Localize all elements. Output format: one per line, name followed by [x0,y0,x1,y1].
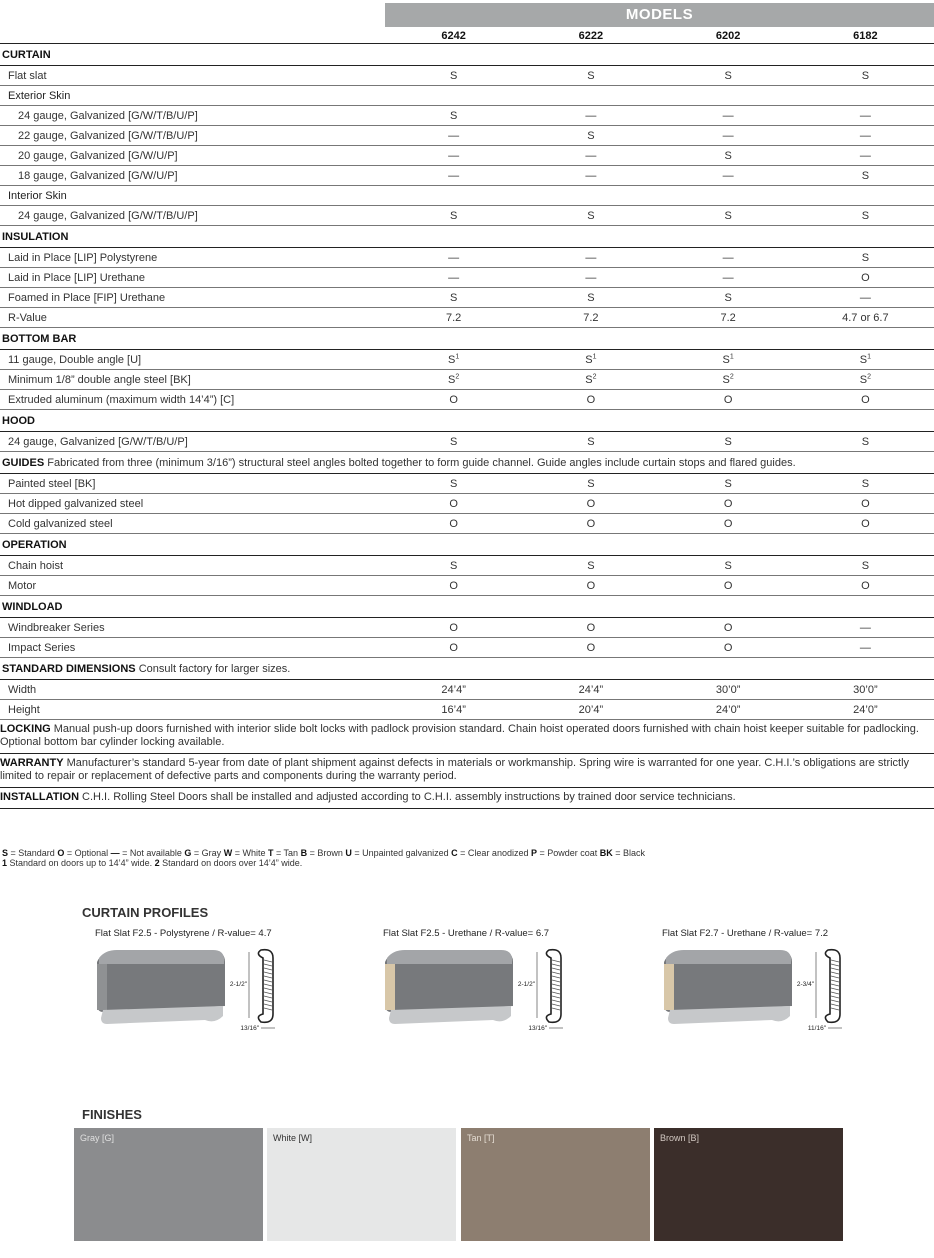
spec-value: 24’0” [853,703,878,716]
footnote-mark: 2 [592,372,597,380]
insulation-hatch [831,980,839,982]
insulation-hatch [552,960,560,962]
note-title: INSTALLATION [0,791,80,803]
spec-value: S [861,477,870,490]
section-description: Consult factory for larger sizes. [135,662,291,675]
insulation-hatch [831,984,839,986]
spec-label: Painted steel [BK] [8,477,96,490]
spec-value: S [449,109,458,122]
slat-core [664,964,674,1010]
spec-value: S [449,477,458,490]
spec-value: — [448,129,460,142]
model-number: 6182 [853,29,878,42]
spec-value: S [587,559,595,572]
section-heading [0,44,934,66]
legend-key: S [2,848,9,858]
spec-value: $S^1$ [448,352,460,366]
spec-value: $S^2$ [585,372,597,386]
model-number: 6222 [578,29,604,42]
legend-key: C [451,848,458,858]
section-heading [0,328,934,350]
spec-label: 18 gauge, Galvanized [G/W/U/P] [18,169,178,182]
spec-value: S [724,69,732,82]
spec-label: Interior Skin [8,189,67,202]
insulation-hatch [552,1004,560,1006]
spec-row [0,126,934,146]
spec-value: S [861,169,870,182]
insulation-hatch [831,968,839,970]
spec-label: Laid in Place [LIP] Polystyrene [8,251,158,264]
profile-height: 2-1/2" [229,981,247,988]
legend-key: U [345,848,352,858]
insulation-hatch [552,1000,560,1002]
insulation-hatch [831,992,839,994]
insulation-hatch [552,980,560,982]
insulation-hatch [552,968,560,970]
insulation-hatch [264,984,272,986]
legend-line [2,848,645,858]
spec-value: $S^1$ [585,352,597,366]
subsection-heading [0,186,934,206]
insulation-hatch [831,988,839,990]
spec-value: O [449,641,458,654]
spec-value: 20’4” [578,703,604,716]
profile-caption: Flat Slat F2.5 - Polystyrene / R-value= 4.7 [95,928,272,939]
section-heading [0,658,934,680]
spec-value: S [587,209,595,222]
spec-label: Minimum 1/8” double angle steel [BK] [8,373,191,386]
spec-value: S [449,69,458,82]
legend-meaning: = Not available [119,848,185,858]
section-title-text: GUIDES [2,456,45,469]
note-row [0,720,934,754]
note-row [0,788,934,809]
spec-label: Motor [8,579,37,592]
section-title-text: HOOD [2,414,35,427]
footnote-mark: 1 [455,352,460,360]
spec-label: Flat slat [8,69,47,82]
footnote-mark: 2 [455,372,460,380]
insulation-hatch [264,964,272,966]
spec-value: S [724,435,732,448]
insulation-hatch [552,988,560,990]
legend-meaning: = Powder coat [536,848,600,858]
spec-value: O [586,497,596,510]
slat-core [97,964,107,1010]
spec-row [0,308,934,328]
spec-value: — [448,271,460,284]
section-title [0,231,385,243]
legend-meaning: = White [232,848,268,858]
spec-value: O [586,621,596,634]
insulation-hatch [264,972,272,974]
spec-value: 4.7 or 6.7 [842,311,889,324]
insulation-hatch [264,996,272,998]
spec-value: O [861,393,870,406]
spec-table [0,28,934,809]
spec-value: S [724,291,732,304]
legend-meaning: = Optional [64,848,111,858]
insulation-hatch [552,1008,560,1010]
finish-label: Gray [G] [80,1133,115,1143]
legend-meaning: = Tan [273,848,301,858]
spec-value: O [861,271,870,284]
spec-value: — [722,251,734,264]
model-column-headers [0,28,934,44]
spec-label: 24 gauge, Galvanized [G/W/T/B/U/P] [18,209,198,222]
insulation-hatch [552,992,560,994]
spec-label: Impact Series [8,641,76,654]
spec-value: S [861,69,870,82]
note-title: LOCKING [0,723,51,735]
curtain-profiles-title: CURTAIN PROFILES [82,905,209,920]
spec-label: Extruded aluminum (maximum width 14’4”) [C] [8,393,235,406]
spec-value: — [585,271,597,284]
spec-value: S [861,435,870,448]
spec-value: O [449,497,458,510]
spec-value: $S^2$ [448,372,460,386]
spec-row [0,494,934,514]
slat-top-face [387,950,512,964]
spec-value: 7.2 [720,311,736,324]
spec-value: O [449,517,458,530]
spec-row [0,514,934,534]
slat-top-face [666,950,791,964]
profile-drawing [381,944,581,1039]
finish-label: White [W] [273,1133,313,1143]
profile-height: 2-1/2" [517,981,535,988]
insulation-hatch [552,984,560,986]
profile-width: 13/16" [528,1025,547,1032]
spec-value: O [449,621,458,634]
profile-width: 13/16" [240,1025,259,1032]
insulation-hatch [552,976,560,978]
spec-value: O [723,579,733,592]
section-title [0,601,385,613]
insulation-hatch [831,972,839,974]
spec-row [0,390,934,410]
spec-value: S [724,149,732,162]
spec-row [0,432,934,452]
insulation-hatch [264,960,272,962]
spec-row [0,268,934,288]
profile-caption: Flat Slat F2.5 - Urethane / R-value= 6.7 [383,928,550,939]
spec-value: S [587,477,595,490]
insulation-hatch [831,1000,839,1002]
footnote-mark: 1 [867,352,871,360]
legend-meaning: = Unpainted galvanized [351,848,452,858]
insulation-hatch [831,996,839,998]
spec-value: — [859,621,871,634]
footnotes-line [2,858,645,868]
spec-label: Windbreaker Series [8,621,105,634]
section-title [0,539,385,551]
spec-value: O [723,517,733,530]
spec-value: — [722,129,734,142]
legend-key: T [267,848,274,858]
spec-row [0,474,934,494]
finish-swatch [267,1128,456,1241]
footnote-text: Standard on doors over 14’4” wide. [159,858,303,868]
spec-value: S [587,291,595,304]
insulation-hatch [552,996,560,998]
slat-top-face [99,950,224,964]
finish-swatch [74,1128,263,1241]
spec-value: — [585,251,597,264]
spec-label: 22 gauge, Galvanized [G/W/T/B/U/P] [18,129,198,142]
footnote-mark: 2 [867,372,871,380]
spec-value: O [723,641,733,654]
spec-label: R-Value [8,311,47,324]
legend-key: B [300,848,308,858]
section-title-text: WINDLOAD [2,600,63,613]
insulation-hatch [264,988,272,990]
section-description: Fabricated from three (minimum 3/16”) structural steel angles bolted together to form guide channel. Guide angles include curtain stops and flared guides. [44,456,796,469]
spec-value: — [448,169,460,182]
section-title-text: INSULATION [2,230,69,243]
spec-value: O [449,579,458,592]
spec-value: S [587,69,595,82]
spec-row [0,680,934,700]
section-title [0,415,385,427]
spec-row [0,618,934,638]
section-title [0,49,385,61]
spec-value: O [861,579,870,592]
spec-value: — [722,271,734,284]
section-title-text: BOTTOM BAR [2,332,77,345]
insulation-hatch [831,976,839,978]
legend-key: O [57,848,65,858]
legend-meaning: = Standard [8,848,58,858]
profile-width: 11/16" [807,1025,826,1032]
footnote-mark: 2 [729,372,734,380]
spec-value: O [723,497,733,510]
spec-value: O [723,393,733,406]
spec-row [0,288,934,308]
spec-row [0,166,934,186]
spec-value: — [448,149,460,162]
spec-label: Foamed in Place [FIP] Urethane [8,291,166,304]
insulation-hatch [552,972,560,974]
spec-value: S [724,559,732,572]
spec-value: S [587,129,595,142]
spec-value: — [448,251,460,264]
legend-key: G [184,848,192,858]
spec-value: S [449,291,458,304]
spec-label: Laid in Place [LIP] Urethane [8,271,145,284]
spec-value: 7.2 [583,311,599,324]
spec-row [0,350,934,370]
spec-row [0,146,934,166]
spec-label: Height [8,703,40,716]
footnote-number: 1 [2,858,8,868]
subsection-heading [0,86,934,106]
section-heading [0,596,934,618]
finishes-title: FINISHES [82,1107,142,1122]
spec-value: S [861,559,870,572]
spec-value: — [859,291,871,304]
spec-row [0,638,934,658]
spec-value: 24’4” [441,683,466,696]
spec-value: 30’0” [715,683,741,696]
finish-label: Tan [T] [467,1133,495,1143]
spec-row [0,206,934,226]
insulation-hatch [831,1004,839,1006]
insulation-hatch [264,992,272,994]
finish-label: Brown [B] [660,1133,700,1143]
spec-value: S [724,209,732,222]
spec-label: Exterior Skin [8,89,71,102]
section-heading [0,452,934,474]
insulation-hatch [264,976,272,978]
insulation-hatch [264,1000,272,1002]
spec-value: — [859,129,871,142]
model-number: 6202 [715,29,741,42]
model-number: 6242 [441,29,466,42]
spec-value: S [724,477,732,490]
spec-value: O [861,517,870,530]
profile-height: 2-3/4" [796,981,814,988]
legend-key: BK [599,848,613,858]
legend-meaning: = Gray [191,848,224,858]
note-text: Manufacturer’s standard 5-year from date of plant shipment against defects in materials or workmanship. Spring wire is warranted for one year. C.H.I.’s obligations are strictly limited to repair or replacement of defective parts and components during the warranty period. [0,757,910,782]
spec-value: — [722,109,734,122]
spec-value: 24’4” [578,683,604,696]
spec-row [0,576,934,596]
spec-value: O [723,621,733,634]
insulation-hatch [264,968,272,970]
insulation-hatch [831,964,839,966]
footnote-text: Standard on doors up to 14’4” wide. [7,858,155,868]
spec-value: 24’0” [715,703,741,716]
spec-value: — [585,149,597,162]
spec-value: S [587,435,595,448]
section-heading [0,534,934,556]
profile-caption: Flat Slat F2.7 - Urethane / R-value= 7.2 [662,928,829,939]
insulation-hatch [264,980,272,982]
legend-key: P [530,848,537,858]
spec-row [0,370,934,390]
profile-drawing [93,944,293,1039]
spec-value: S [449,209,458,222]
legend-meaning: = Brown [307,848,346,858]
spec-row [0,700,934,720]
spec-label: Chain hoist [8,559,64,572]
spec-value: $S^2$ [722,372,734,386]
finish-swatch [654,1128,843,1241]
spec-label: 20 gauge, Galvanized [G/W/U/P] [18,149,178,162]
insulation-hatch [552,964,560,966]
footnote-mark: 1 [729,352,734,360]
note-text: Manual push-up doors furnished with interior slide bolt locks with padlock provision standard. Chain hoist operated doors furnished with chain hoist keeper suitable for padlocking. Optional bottom bar cylinder locking available. [0,723,919,748]
spec-value: O [586,517,596,530]
spec-value: — [859,641,871,654]
legend-meaning: = Black [612,848,646,858]
finish-swatch [461,1128,650,1241]
spec-row [0,556,934,576]
spec-row [0,66,934,86]
spec-value: 30’0” [853,683,878,696]
note-row [0,754,934,788]
spec-value: O [586,579,596,592]
note-text: C.H.I. Rolling Steel Doors shall be installed and adjusted according to C.H.I. assembly instructions by trained door service technicians. [82,791,736,803]
profile-drawing [660,944,860,1039]
spec-value: 7.2 [445,311,462,324]
note-title: WARRANTY [0,757,64,769]
spec-value: — [859,109,871,122]
spec-value: — [585,169,597,182]
legend [2,848,645,868]
spec-value: O [586,393,596,406]
insulation-hatch [831,1008,839,1010]
spec-label: 24 gauge, Galvanized [G/W/T/B/U/P] [8,435,188,448]
spec-value: — [859,149,871,162]
models-header: MODELS [385,3,934,27]
spec-value: S [449,559,458,572]
spec-value: S [449,435,458,448]
section-heading [0,226,934,248]
section-title-text: STANDARD DIMENSIONS [2,662,136,675]
spec-value: — [585,109,597,122]
spec-value: O [586,641,596,654]
section-title [0,663,934,675]
section-title-text: CURTAIN [2,48,51,61]
slat-core [385,964,395,1010]
spec-label: 11 gauge, Double angle [U] [8,353,142,366]
legend-key: — [110,848,120,858]
spec-value: S [861,209,870,222]
section-title [0,333,385,345]
spec-value: 16’4” [441,703,466,716]
spec-value: S [861,251,870,264]
spec-value: $S^2$ [859,372,871,386]
spec-value: O [449,393,458,406]
spec-row [0,106,934,126]
footnote-mark: 1 [592,352,597,360]
spec-label: 24 gauge, Galvanized [G/W/T/B/U/P] [18,109,198,122]
spec-label: Hot dipped galvanized steel [8,497,144,510]
spec-label: Width [8,683,37,696]
footnote-number: 2 [154,858,160,868]
insulation-hatch [831,960,839,962]
spec-label: Cold galvanized steel [8,517,113,530]
insulation-hatch [264,1008,272,1010]
spec-row [0,248,934,268]
section-title [0,457,934,469]
legend-key: W [223,848,233,858]
spec-value: O [861,497,870,510]
section-heading [0,410,934,432]
insulation-hatch [264,1004,272,1006]
spec-value: $S^1$ [859,352,871,366]
legend-meaning: = Clear anodized [457,848,531,858]
section-title-text: OPERATION [2,538,67,551]
spec-value: — [722,169,734,182]
spec-value: $S^1$ [722,352,734,366]
